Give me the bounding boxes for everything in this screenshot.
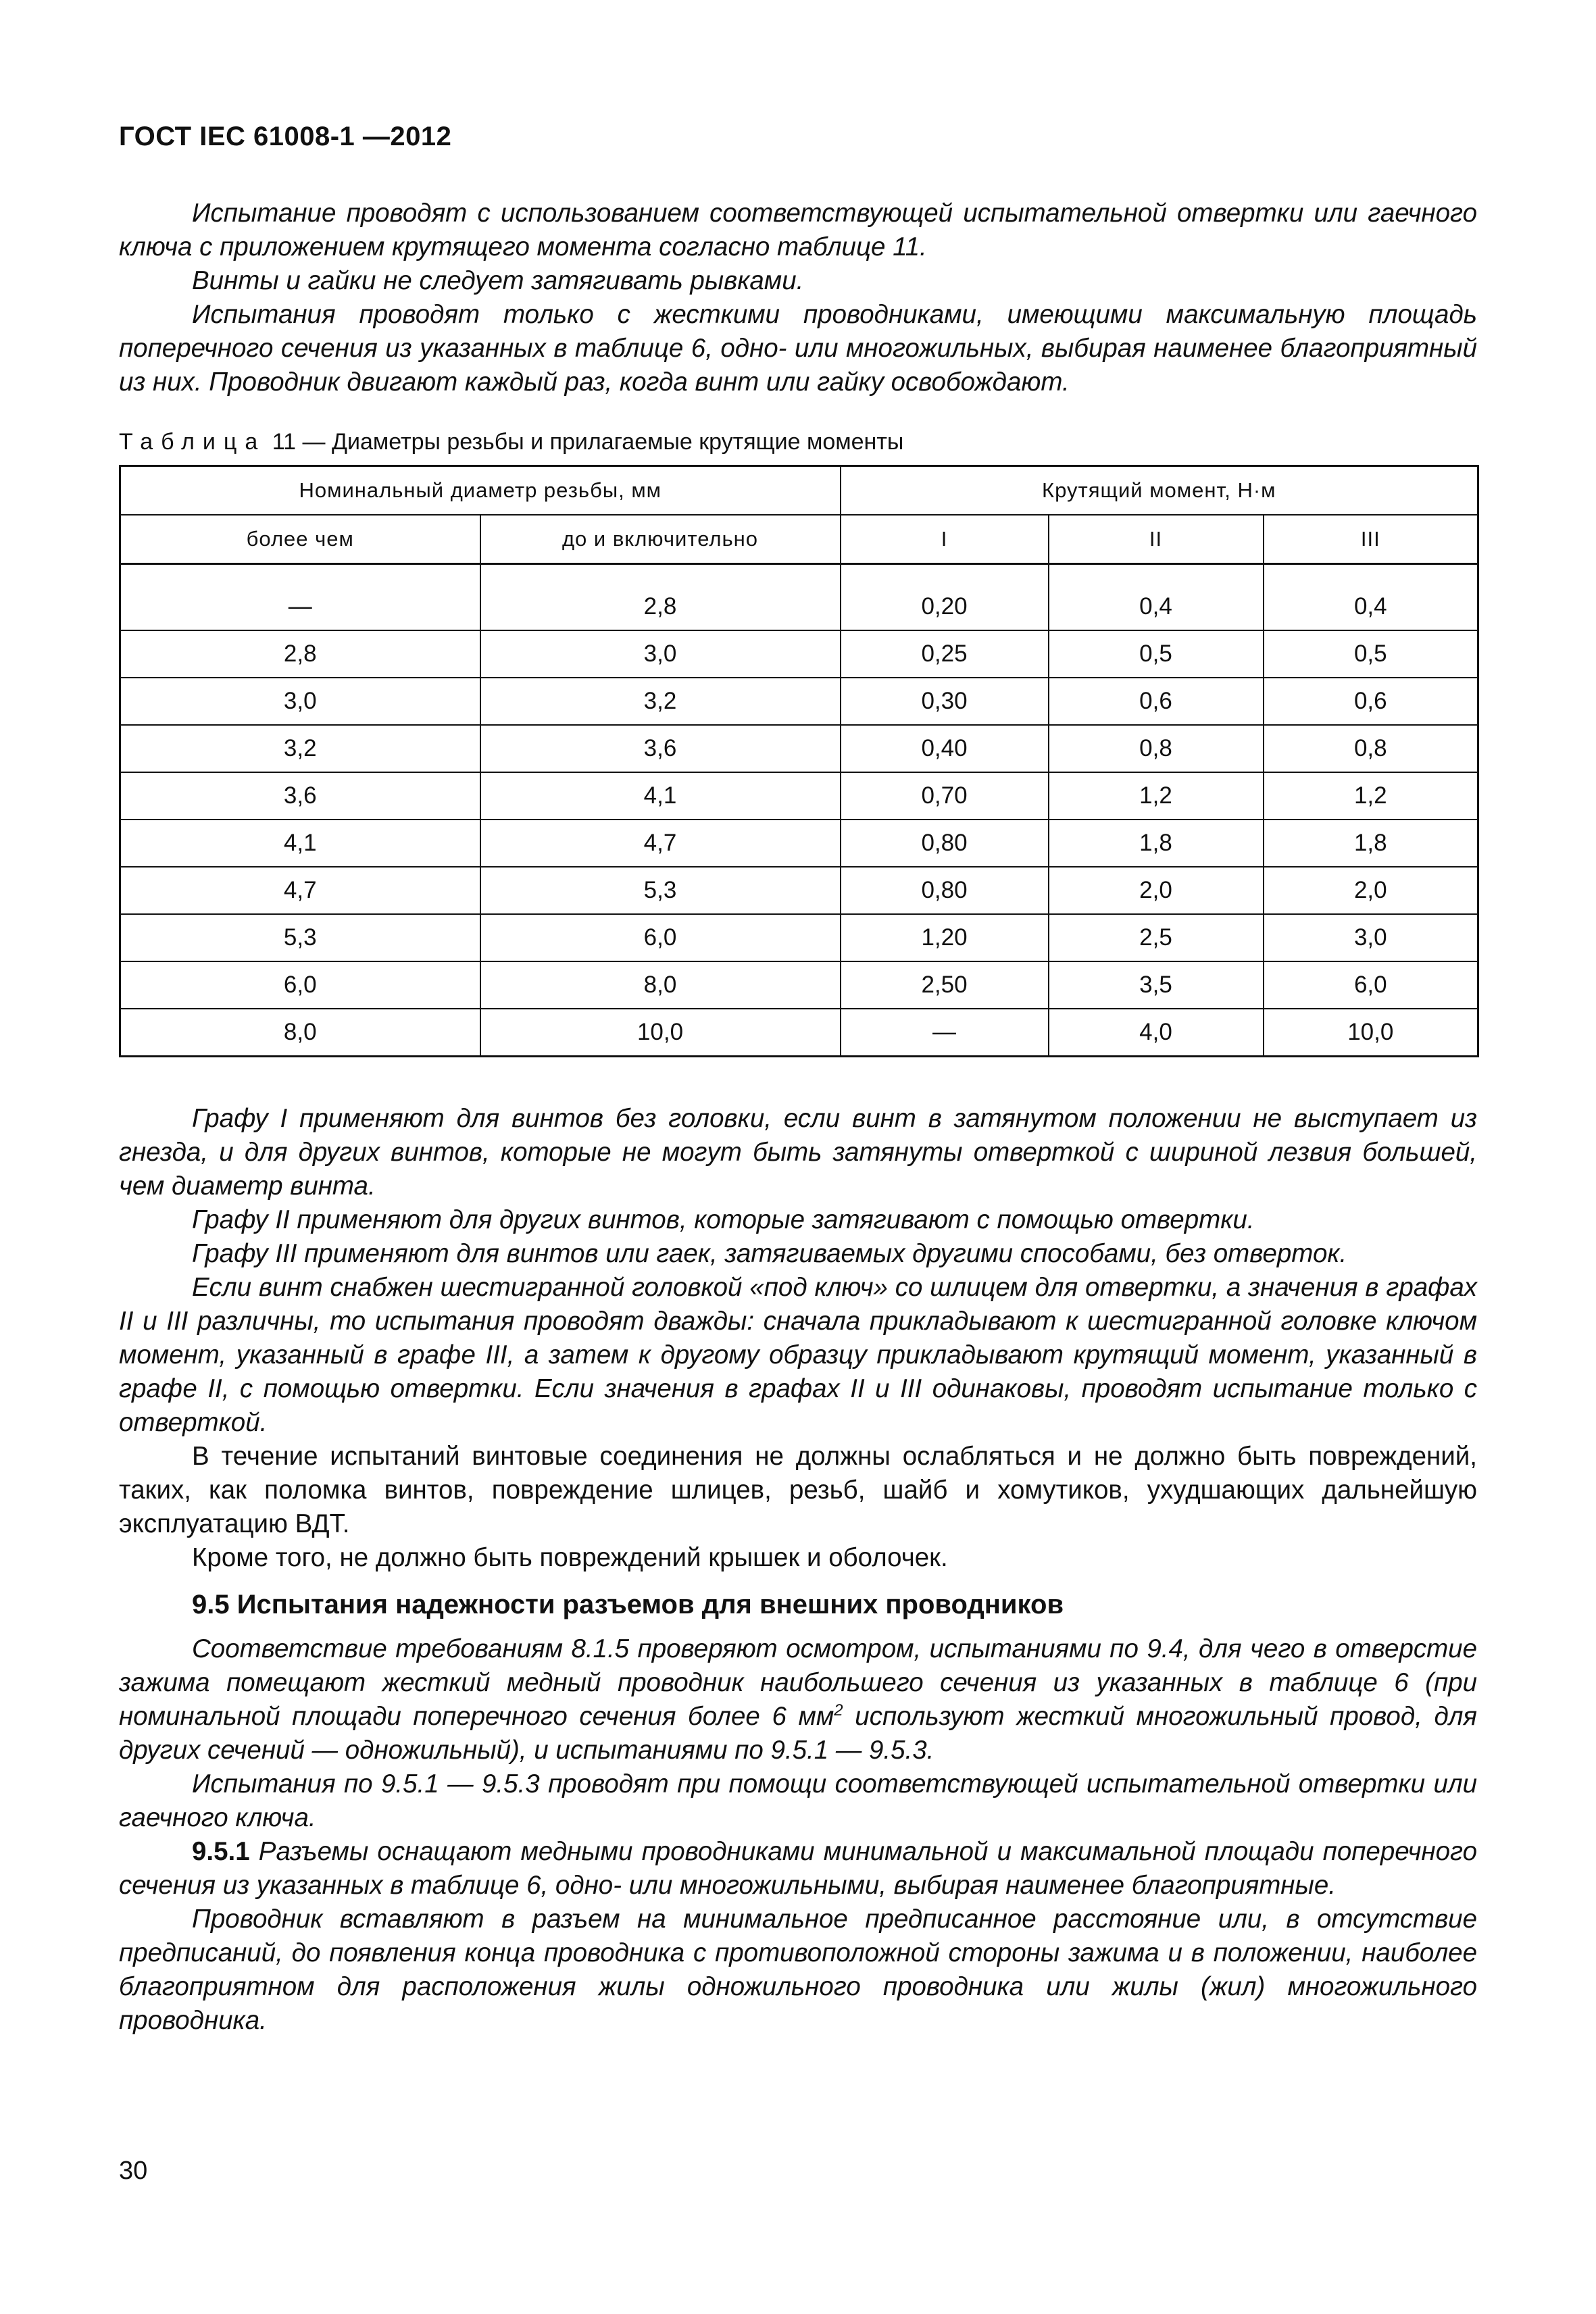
section-paragraph-1-text-end: используют жесткий многожильный провод, для других сечений — одножильный), и испытаниями по 9.5.1 — 9.5.3. — [119, 1702, 1477, 1765]
table-cell: 10,0 — [480, 1009, 841, 1057]
table-cell: 3,0 — [480, 630, 841, 678]
column-header: I — [841, 515, 1049, 564]
table-cell: 0,25 — [841, 630, 1049, 678]
table-cell: 0,40 — [841, 725, 1049, 772]
table-cell: 1,8 — [1264, 820, 1478, 867]
table-cell: 2,8 — [120, 630, 480, 678]
table-cell: — — [841, 1009, 1049, 1057]
table-cell: 0,80 — [841, 820, 1049, 867]
table-cell: 4,7 — [120, 867, 480, 914]
column-header: более чем — [120, 515, 480, 564]
table-cell: 0,5 — [1049, 630, 1264, 678]
section-heading: 9.5 Испытания надежности разъемов для внешних проводников — [192, 1590, 1064, 1619]
table-cell: 0,4 — [1264, 584, 1478, 630]
table-row — [120, 867, 1478, 914]
table-caption-text: 11 — Диаметры резьбы и прилагаемые крутящие моменты — [272, 429, 904, 455]
subsection-text: Разъемы оснащают медными проводниками минимальной и максимальной площади поперечного сечения из указанных в таблице 6, одно- или многожильными, выбирая наименее благоприятные. — [119, 1837, 1477, 1900]
document-page — [119, 122, 1477, 2038]
table-cell: 5,3 — [480, 867, 841, 914]
table-cell: 0,6 — [1049, 678, 1264, 725]
table-cell: 1,2 — [1264, 772, 1478, 820]
table-row — [120, 678, 1478, 725]
table-cell: 4,1 — [480, 772, 841, 820]
requirement-paragraph-1: В течение испытаний винтовые соединения не должны ослабляться и не должно быть повреждений, таких, как поломка винтов, повреждение шлицев, резьб, шайб и хомутиков, ухудшающих дальнейшую эксплуатацию ВДТ. — [119, 1442, 1477, 1538]
column-iii-note: Графу III применяют для винтов или гаек, затягиваемых другими способами, без отверток. — [192, 1239, 1347, 1268]
section-paragraph-4: Проводник вставляют в разъем на минимальное предписанное расстояние или, в отсутствие предписаний, до появления конца проводника с противоположной стороны зажима и в положении, наиболее благоприятном для расположения жилы одножильного проводника или жилы (жил) многожильного проводника. — [119, 1905, 1477, 2035]
table-cell: 6,0 — [480, 914, 841, 961]
table-cell: 2,0 — [1049, 867, 1264, 914]
intro-paragraph-2: Винты и гайки не следует затягивать рывками. — [192, 266, 804, 295]
table-spacer-row — [120, 564, 1478, 584]
column-header: до и включительно — [480, 515, 841, 564]
table-cell: 1,2 — [1049, 772, 1264, 820]
column-header: III — [1264, 515, 1478, 564]
group-header-diameter: Номинальный диаметр резьбы, мм — [120, 466, 841, 515]
table-caption-word: Таблица — [119, 429, 266, 455]
table-cell: 0,4 — [1049, 584, 1264, 630]
table-cell: 0,80 — [841, 867, 1049, 914]
column-header: II — [1049, 515, 1264, 564]
torque-table — [119, 465, 1479, 1057]
group-header-torque: Крутящий момент, Н·м — [841, 466, 1478, 515]
table-cell: 8,0 — [120, 1009, 480, 1057]
table-cell: 3,2 — [120, 725, 480, 772]
section-paragraph-1 — [119, 1632, 1477, 1767]
table-cell: 0,20 — [841, 584, 1049, 630]
after-table-text — [119, 1102, 1477, 1575]
table-cell: 3,6 — [480, 725, 841, 772]
table-cell: 2,8 — [480, 584, 841, 630]
table-row — [120, 961, 1478, 1009]
table-row — [120, 1009, 1478, 1057]
table-cell: 6,0 — [120, 961, 480, 1009]
table-cell: 3,0 — [1264, 914, 1478, 961]
table-cell: — — [120, 584, 480, 630]
table-row — [120, 914, 1478, 961]
table-cell: 0,8 — [1264, 725, 1478, 772]
table-cell: 3,5 — [1049, 961, 1264, 1009]
table-cell: 4,7 — [480, 820, 841, 867]
section-paragraph-1-text: Соответствие требованиям 8.1.5 проверяют осмотром, испытаниями по 9.4, для чего в отверстие зажима помещают жесткий медный проводник наибольшего сечения из указанных в таблице 6 (при номинальной площади поперечного сечения более 6 мм — [119, 1634, 1477, 1731]
table-cell: 3,2 — [480, 678, 841, 725]
table-caption — [119, 429, 1477, 455]
column-ii-note: Графу II применяют для других винтов, которые затягивают с помощью отвертки. — [192, 1205, 1255, 1234]
table-cell: 10,0 — [1264, 1009, 1478, 1057]
table-cell: 4,0 — [1049, 1009, 1264, 1057]
table-row — [120, 820, 1478, 867]
table-cell: 1,8 — [1049, 820, 1264, 867]
table-cell: 5,3 — [120, 914, 480, 961]
table-cell: 0,30 — [841, 678, 1049, 725]
document-header: ГОСТ IEC 61008-1 —2012 — [119, 122, 452, 151]
superscript: 2 — [834, 1701, 843, 1720]
table-cell: 0,6 — [1264, 678, 1478, 725]
intro-paragraph-1: Испытание проводят с использованием соответствующей испытательной отвертки или гаечного ключа с приложением крутящего момента согласно таблице 11. — [119, 199, 1477, 261]
table-cell: 3,6 — [120, 772, 480, 820]
table-cell: 0,8 — [1049, 725, 1264, 772]
hex-head-note: Если винт снабжен шестигранной головкой «под ключ» со шлицем для отвертки, а значения в графах II и III различны, то испытания проводят дважды: сначала прикладывают к шестигранной головке ключом момент, указанный в графе III, а затем к другому образцу прикладывают крутящий момент, указанный в графе II, с помощью отвертки. Если значения в графах II и III одинаковы, проводят испытание только с отверткой. — [119, 1273, 1477, 1437]
table-cell: 6,0 — [1264, 961, 1478, 1009]
table-cell: 2,5 — [1049, 914, 1264, 961]
table-body — [120, 564, 1478, 1057]
table-cell: 2,0 — [1264, 867, 1478, 914]
table-cell: 4,1 — [120, 820, 480, 867]
section-paragraph-2: Испытания по 9.5.1 — 9.5.3 проводят при помощи соответствующей испытательной отвертки или гаечного ключа. — [119, 1769, 1477, 1832]
column-i-note: Графу I применяют для винтов без головки, если винт в затянутом положении не выступает из гнезда, и для других винтов, которые не могут быть затянуты отверткой с шириной лезвия большей, чем диаметр винта. — [119, 1104, 1477, 1201]
subsection-paragraph — [119, 1835, 1477, 1903]
table-cell: 3,0 — [120, 678, 480, 725]
table-cell: 2,50 — [841, 961, 1049, 1009]
table-cell: 0,70 — [841, 772, 1049, 820]
table-row — [120, 772, 1478, 820]
page-number: 30 — [119, 2157, 148, 2185]
table-cell: 8,0 — [480, 961, 841, 1009]
table-cell: 0,5 — [1264, 630, 1478, 678]
table-cell: 1,20 — [841, 914, 1049, 961]
table-row — [120, 725, 1478, 772]
intro-paragraph-3: Испытания проводят только с жесткими проводниками, имеющими максимальную площадь поперечного сечения из указанных в таблице 6, одно- или многожильных, выбирая наименее благоприятный из них. Проводник двигают каждый раз, когда винт или гайку освобождают. — [119, 300, 1477, 397]
requirement-paragraph-2: Кроме того, не должно быть повреждений крышек и оболочек. — [192, 1543, 948, 1572]
table-row — [120, 584, 1478, 630]
table-row — [120, 630, 1478, 678]
subsection-number: 9.5.1 — [192, 1837, 250, 1866]
